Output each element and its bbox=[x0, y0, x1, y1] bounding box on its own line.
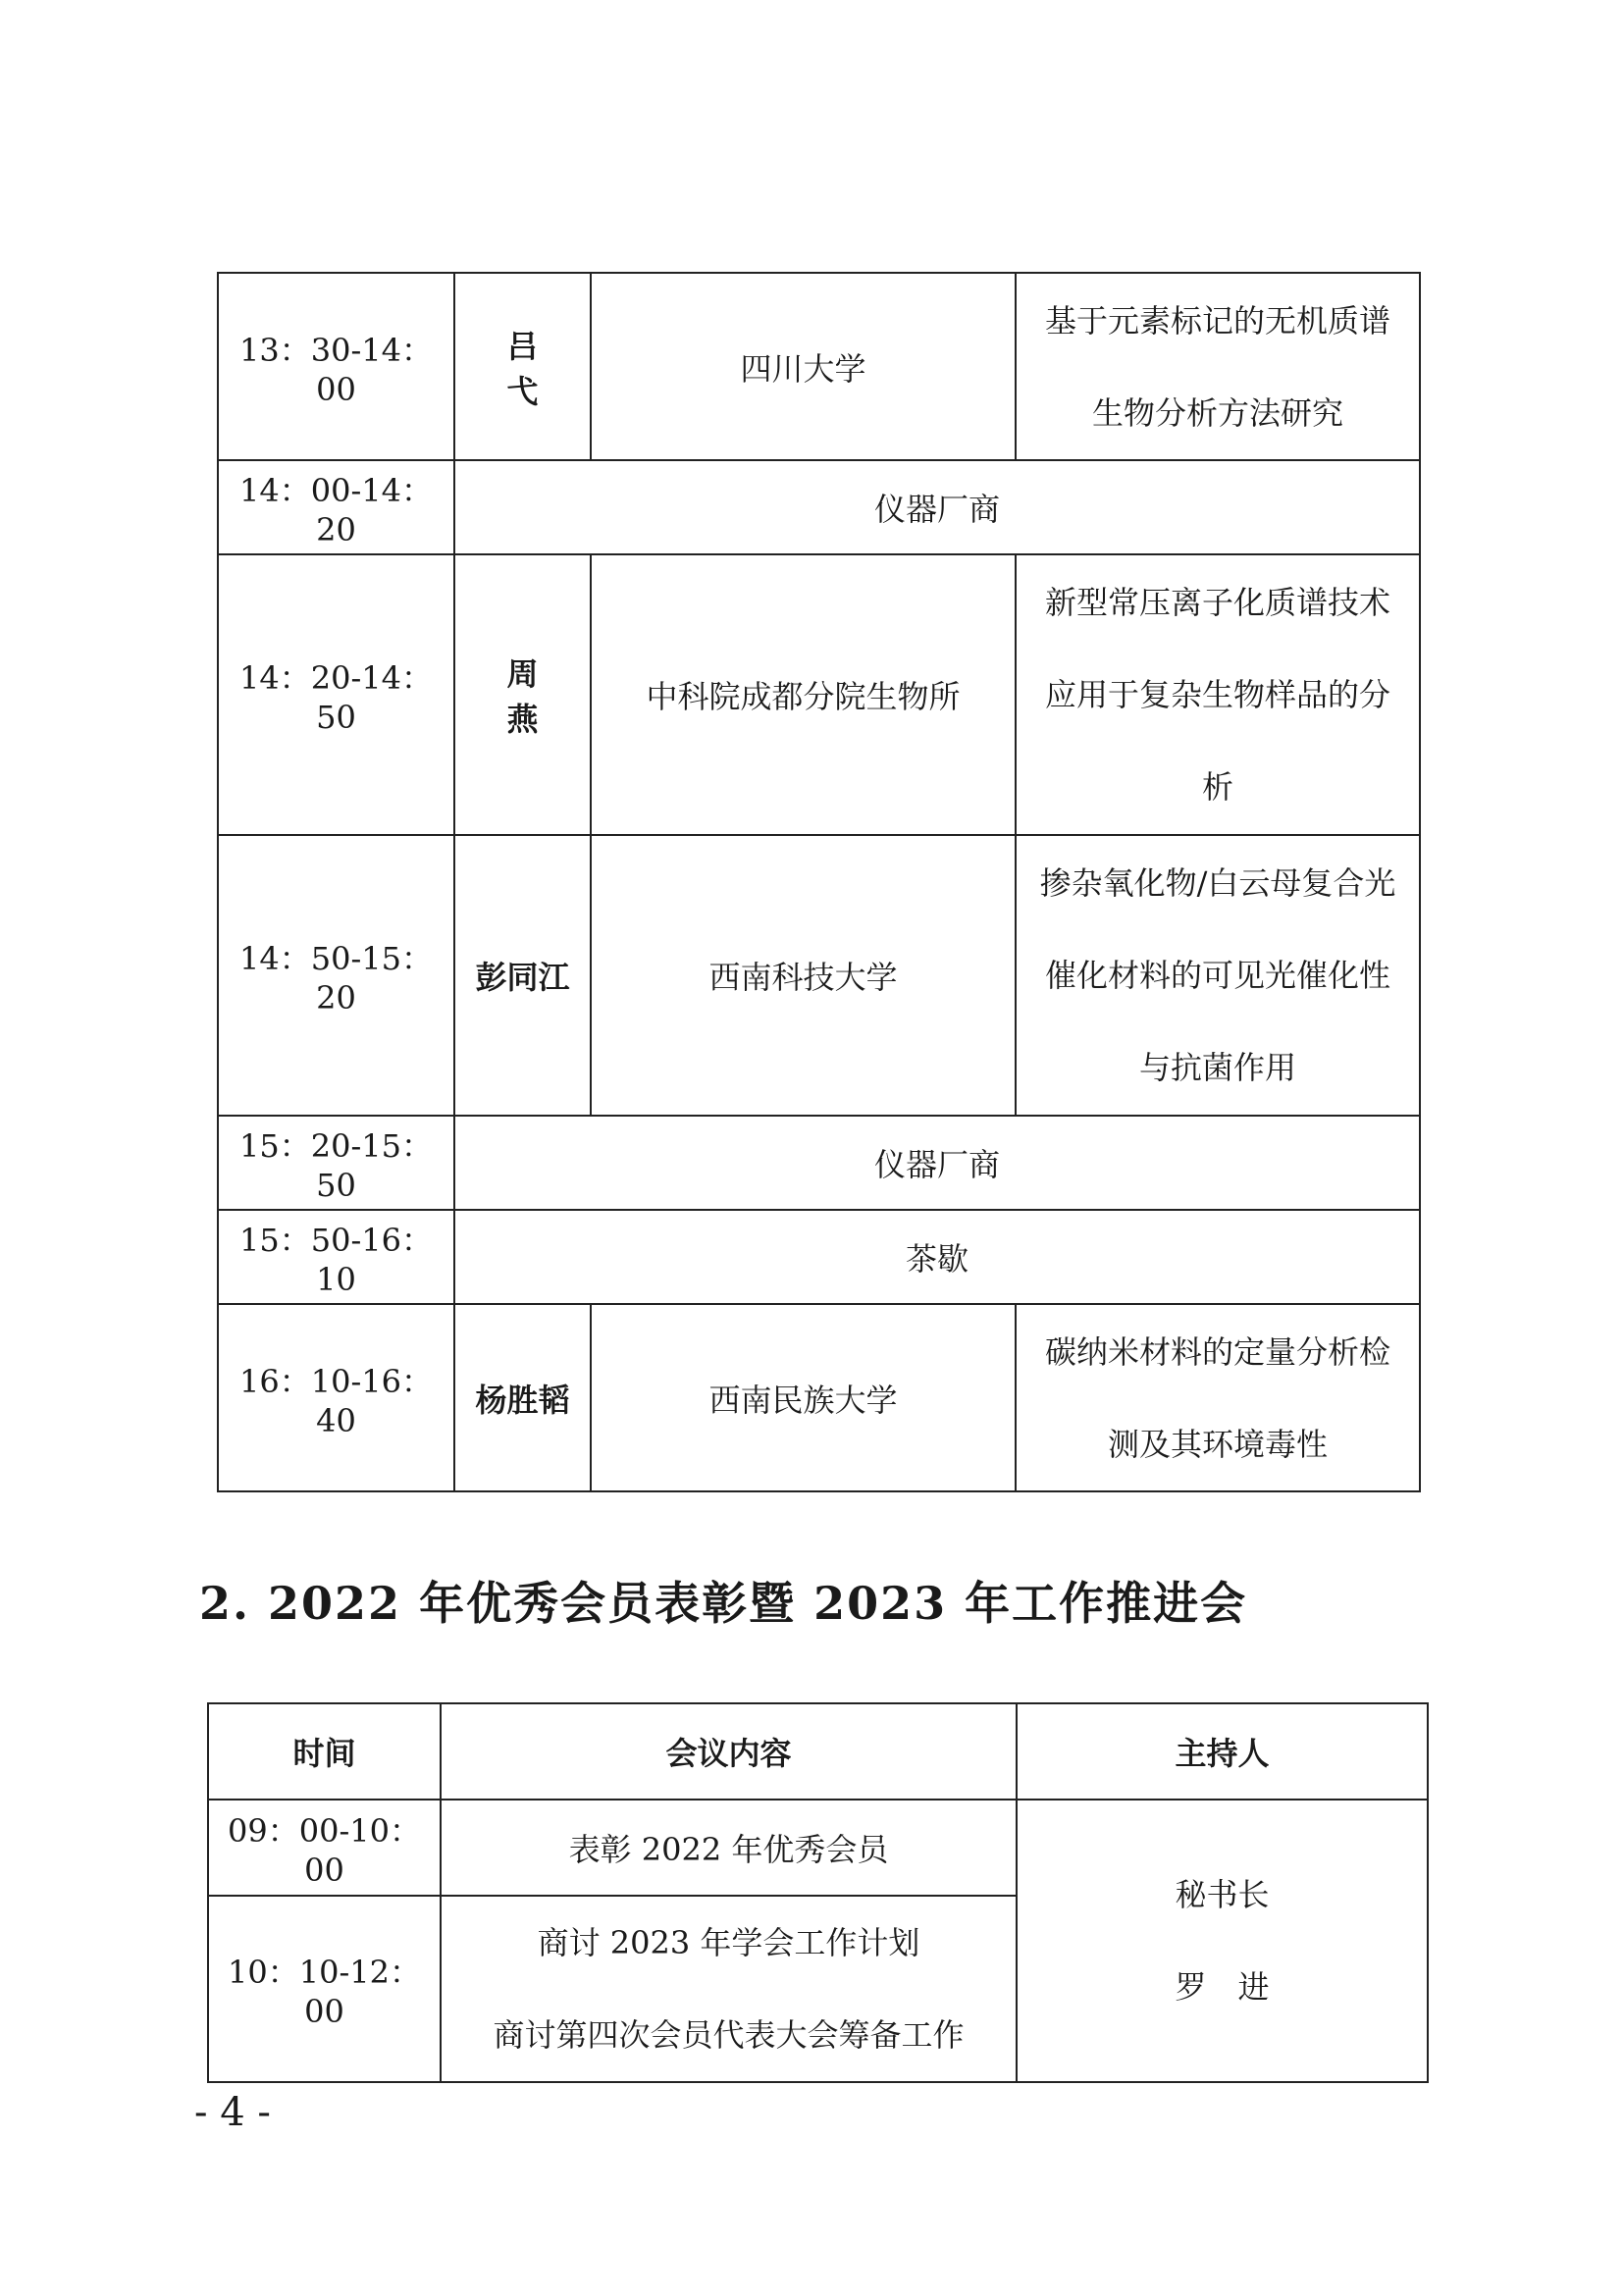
table-row bbox=[218, 554, 1420, 835]
meeting-table bbox=[207, 1702, 1429, 2083]
topic-line: 碳纳米材料的定量分析检 bbox=[1044, 1332, 1390, 1371]
topic-line: 新型常压离子化质谱技术 bbox=[1044, 584, 1390, 621]
time-cell: 14：50-15：20 bbox=[218, 835, 454, 1116]
topic-cell bbox=[1016, 273, 1420, 460]
schedule-table bbox=[217, 272, 1421, 1492]
table-row bbox=[208, 1800, 1428, 1896]
speaker-cell: 吕 弋 bbox=[454, 273, 591, 460]
host-title: 秘书长 bbox=[1175, 1876, 1270, 1913]
time-cell: 16：10-16：40 bbox=[218, 1304, 454, 1491]
table-row bbox=[218, 1304, 1420, 1491]
time-cell: 10：10-12：00 bbox=[208, 1896, 441, 2082]
topic-line: 掺杂氧化物/白云母复合光 bbox=[1039, 864, 1396, 902]
header-row bbox=[208, 1703, 1428, 1800]
content-line: 商讨 2023 年学会工作计划 bbox=[537, 1924, 920, 1961]
org-cell: 四川大学 bbox=[591, 273, 1016, 460]
span-cell: 仪器厂商 bbox=[454, 460, 1420, 554]
topic-cell bbox=[1016, 554, 1420, 835]
org-cell: 西南民族大学 bbox=[591, 1304, 1016, 1491]
topic-line: 测及其环境毒性 bbox=[1107, 1425, 1328, 1463]
topic-line: 基于元素标记的无机质谱 bbox=[1044, 301, 1390, 339]
content-cell bbox=[441, 1896, 1017, 2082]
time-cell: 14：20-14：50 bbox=[218, 554, 454, 835]
topic-line: 催化材料的可见光催化性 bbox=[1044, 957, 1390, 994]
time-cell: 13：30-14：00 bbox=[218, 273, 454, 460]
topic-line: 生物分析方法研究 bbox=[1091, 393, 1343, 432]
table-row bbox=[218, 460, 1420, 554]
header-time: 时间 bbox=[208, 1703, 441, 1800]
header-host: 主持人 bbox=[1017, 1703, 1428, 1800]
topic-line: 与抗菌作用 bbox=[1138, 1049, 1296, 1086]
time-cell: 15：50-16：10 bbox=[218, 1210, 454, 1304]
topic-line: 析 bbox=[1201, 768, 1233, 806]
content-line: 商讨第四次会员代表大会筹备工作 bbox=[493, 2016, 965, 2054]
section-heading: 2. 2022 年优秀会员表彰暨 2023 年工作推进会 bbox=[199, 1577, 1248, 1630]
time-cell: 09：00-10：00 bbox=[208, 1800, 441, 1896]
table-row bbox=[218, 1116, 1420, 1210]
table-row bbox=[218, 835, 1420, 1116]
span-cell: 仪器厂商 bbox=[454, 1116, 1420, 1210]
host-name: 罗 进 bbox=[1175, 1968, 1270, 2006]
speaker-cell: 杨胜韬 bbox=[454, 1304, 591, 1491]
time-cell: 15：20-15：50 bbox=[218, 1116, 454, 1210]
span-cell: 茶歇 bbox=[454, 1210, 1420, 1304]
org-cell: 西南科技大学 bbox=[591, 835, 1016, 1116]
org-cell: 中科院成都分院生物所 bbox=[591, 554, 1016, 835]
header-content: 会议内容 bbox=[441, 1703, 1017, 1800]
topic-line: 应用于复杂生物样品的分 bbox=[1044, 676, 1390, 713]
topic-cell bbox=[1016, 835, 1420, 1116]
page-number: - 4 - bbox=[194, 2090, 271, 2135]
speaker-cell: 周 燕 bbox=[454, 554, 591, 835]
speaker-cell: 彭同江 bbox=[454, 835, 591, 1116]
host-cell bbox=[1017, 1800, 1428, 2082]
table-row bbox=[218, 273, 1420, 460]
table-row bbox=[218, 1210, 1420, 1304]
content-cell: 表彰 2022 年优秀会员 bbox=[441, 1800, 1017, 1896]
topic-cell bbox=[1016, 1304, 1420, 1491]
time-cell: 14：00-14：20 bbox=[218, 460, 454, 554]
